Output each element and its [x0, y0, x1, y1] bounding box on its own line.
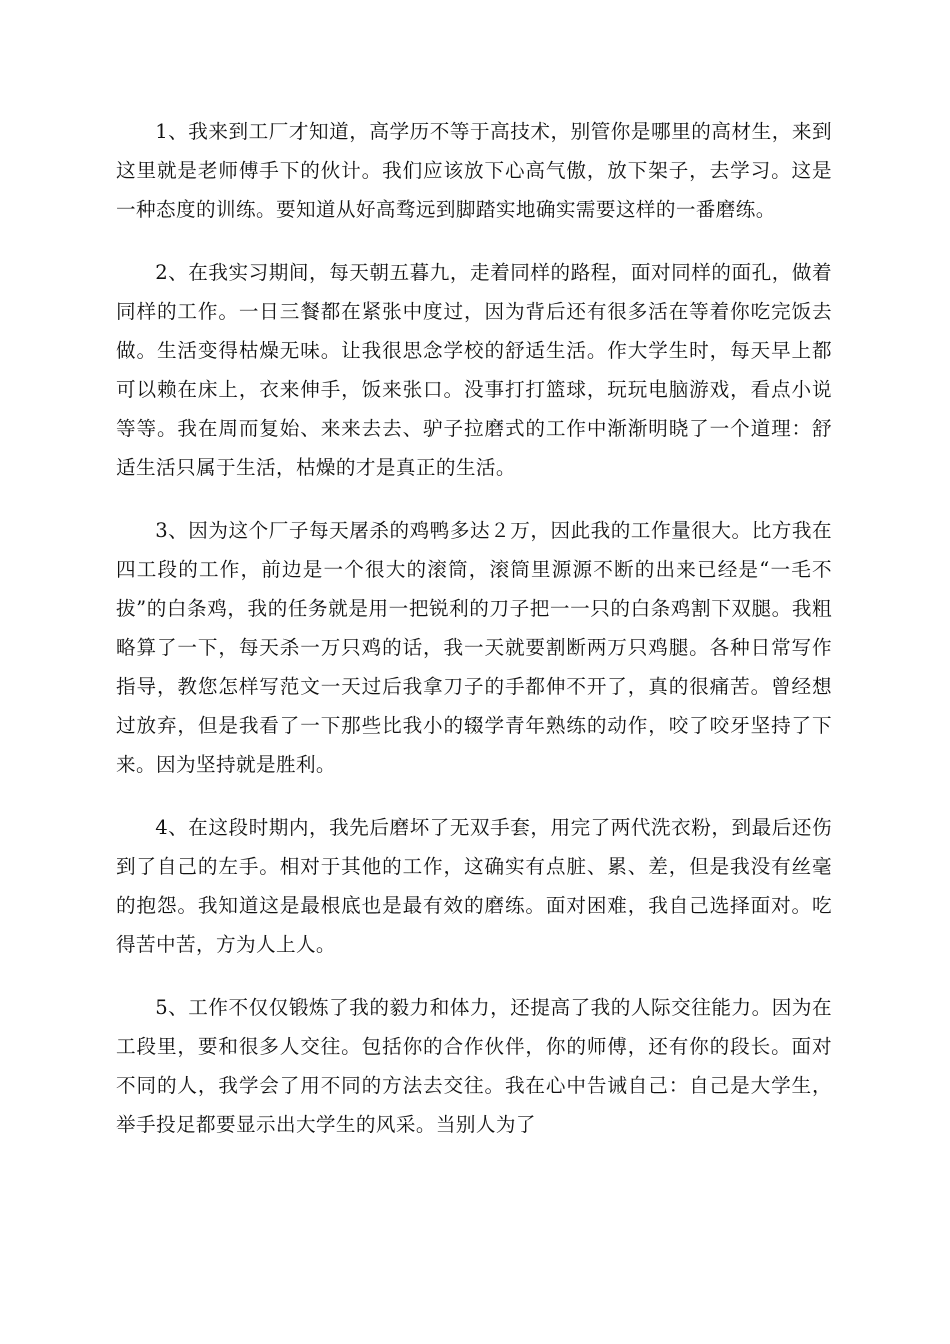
paragraph-1: 1、我来到工厂才知道，高学历不等于高技术，别管你是哪里的高材生，来到这里就是老师傅手下的伙计。我们应该放下心高气傲，放下架子，去学习。这是一种态度的训练。要知道从好高骛远到脚踏实地确实需要这样的一番磨练。	[116, 120, 832, 221]
paragraph-2: 2、在我实习期间，每天朝五暮九，走着同样的路程，面对同样的面孔，做着同样的工作。一日三餐都在紧张中度过，因为背后还有很多活在等着你吃完饭去做。生活变得枯燥无味。让我很思念学校的舒适生活。作大学生时，每天早上都可以赖在床上，衣来伸手，饭来张口。没事打打篮球，玩玩电脑游戏，看点小说等等。我在周而复始、来来去去、驴子拉磨式的工作中渐渐明晓了一个道理：舒适生活只属于生活，枯燥的才是真正的生活。	[116, 261, 832, 479]
paragraph-4: 4、在这段时期内，我先后磨坏了无双手套，用完了两代洗衣粉，到最后还伤到了自己的左手。相对于其他的工作，这确实有点脏、累、差，但是我没有丝毫的抱怨。我知道这是最根底也是最有效的磨练。面对困难，我自己选择面对。吃得苦中苦，方为人上人。	[116, 816, 832, 956]
document-body	[116, 112, 832, 1168]
paragraph-5: 5、工作不仅仅锻炼了我的毅力和体力，还提高了我的人际交往能力。因为在工段里，要和很多人交往。包括你的合作伙伴，你的师傅，还有你的段长。面对不同的人，我学会了用不同的方法去交往。我在心中告诫自己：自己是大学生，举手投足都要显示出大学生的风采。当别人为了	[116, 996, 832, 1136]
paragraph-3: 3、因为这个厂子每天屠杀的鸡鸭多达２万，因此我的工作量很大。比方我在四工段的工作，前边是一个很大的滚筒，滚筒里源源不断的出来已经是“一毛不拔”的白条鸡，我的任务就是用一把锐利的刀子把一一只的白条鸡割下双腿。我粗略算了一下，每天杀一万只鸡的话，我一天就要割断两万只鸡腿。各种日常写作指导，教您怎样写范文一天过后我拿刀子的手都伸不开了，真的很痛苦。曾经想过放弃，但是我看了一下那些比我小的辍学青年熟练的动作，咬了咬牙坚持了下来。因为坚持就是胜利。	[116, 519, 832, 776]
